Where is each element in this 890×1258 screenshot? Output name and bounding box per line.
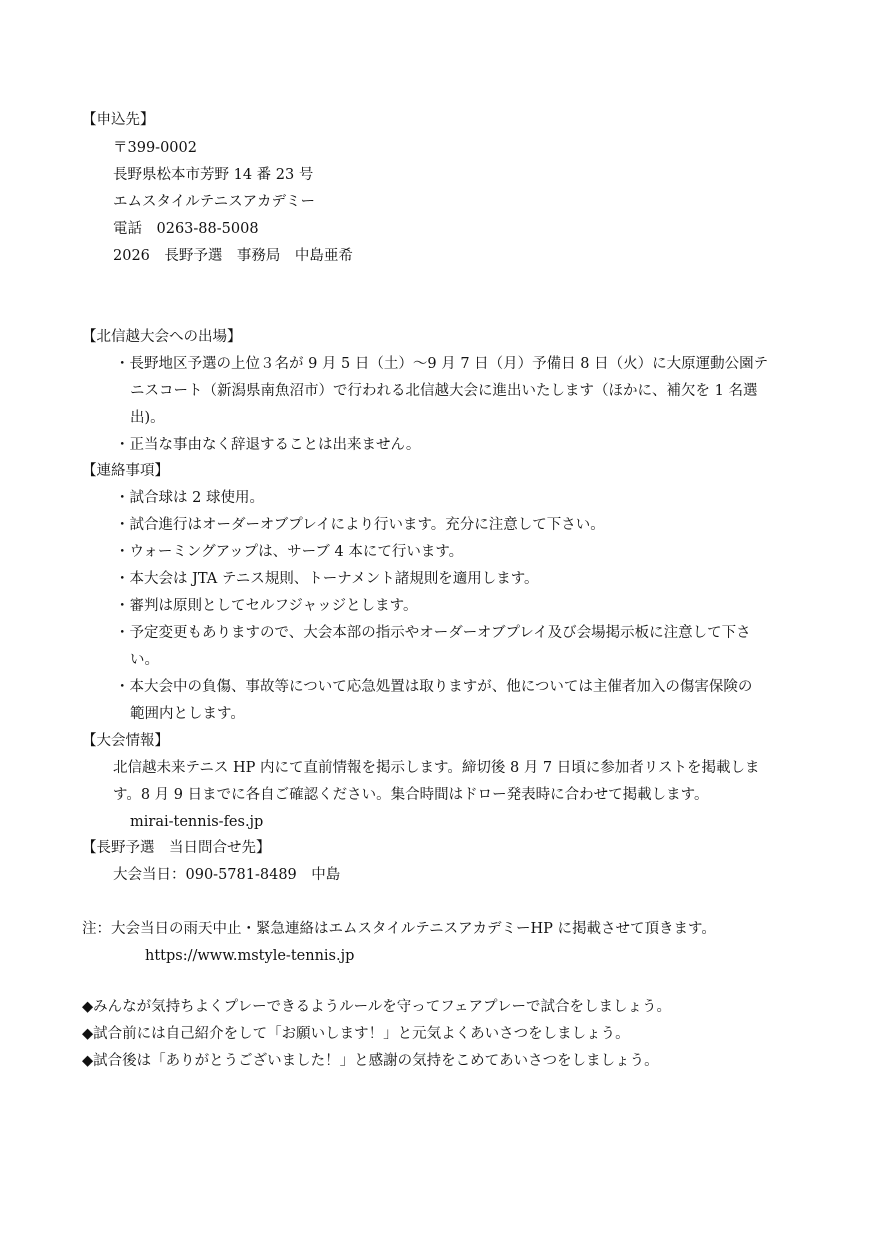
application-heading: 【申込先】	[82, 112, 155, 128]
phone-number: 電話 0263-88-5008	[113, 221, 259, 237]
notices-item-2: ・試合進行はオーダーオブプレイにより行います。充分に注意して下さい。	[115, 517, 605, 533]
hokushinetsu-item-1-line-1: ・長野地区予選の上位３名が 9 月 5 日（土）～9 月 7 日（月）予備日 8 日（火）に大原運動公園テ	[115, 356, 769, 372]
info-line-1: 北信越未来テニス HP 内にて直前情報を掲示します。締切後 8 月 7 日頃に参加者リストを掲載しま	[113, 760, 760, 776]
notices-item-6-line-2: い。	[130, 652, 159, 668]
notices-item-6-line-1: ・予定変更もありますので、大会本部の指示やオーダーオブプレイ及び会場掲示板に注意して下さ	[115, 625, 751, 641]
academy-url: https://www.mstyle-tennis.jp	[145, 948, 355, 964]
notices-item-4: ・本大会は JTA テニス規則、トーナメント諸規則を適用します。	[115, 571, 539, 587]
rain-note: 注：大会当日の雨天中止・緊急連絡はエムスタイルテニスアカデミーHP に掲載させて頂きます。	[82, 921, 716, 937]
manner-item-3: ◆試合後は「ありがとうございました！」と感謝の気持をこめてあいさつをしましょう。	[82, 1053, 659, 1069]
manner-item-2: ◆試合前には自己紹介をして「お願いします！」と元気よくあいさつをしましょう。	[82, 1026, 630, 1042]
notices-item-7-line-2: 範囲内とします。	[130, 706, 245, 722]
notices-item-7-line-1: ・本大会中の負傷、事故等について応急処置は取りますが、他については主催者加入の傷害保険の	[115, 679, 753, 695]
notices-item-1: ・試合球は 2 球使用。	[115, 490, 264, 506]
notices-heading: 【連絡事項】	[82, 463, 169, 479]
notices-item-5: ・審判は原則としてセルフジャッジとします。	[115, 598, 418, 614]
contact-line: 大会当日：090-5781-8489 中島	[113, 867, 341, 883]
postal-code: 〒399-0002	[113, 140, 197, 156]
hokushinetsu-item-1-line-2: ニスコート（新潟県南魚沼市）で行われる北信越大会に進出いたします（ほかに、補欠を 1 名選	[130, 383, 758, 399]
manner-item-1: ◆みんなが気持ちよくプレーできるようルールを守ってフェアプレーで試合をしましょう。	[82, 999, 671, 1015]
info-heading: 【大会情報】	[82, 733, 169, 749]
info-url: mirai-tennis-fes.jp	[130, 814, 264, 830]
notices-item-3: ・ウォーミングアップは、サーブ 4 本にて行います。	[115, 544, 464, 560]
contact-heading: 【長野予選 当日問合せ先】	[82, 840, 271, 856]
info-line-2: す。8 月 9 日までに各自ご確認ください。集合時間はドロー発表時に合わせて掲載します。	[113, 787, 709, 803]
hokushinetsu-heading: 【北信越大会への出場】	[82, 329, 242, 345]
hokushinetsu-item-1-line-3: 出)。	[130, 410, 165, 426]
hokushinetsu-item-2: ・正当な事由なく辞退することは出来ません。	[115, 437, 421, 453]
address: 長野県松本市芳野 14 番 23 号	[113, 167, 314, 183]
office-contact: 2026 長野予選 事務局 中島亜希	[113, 248, 353, 264]
organization-name: エムスタイルテニスアカデミー	[113, 194, 315, 210]
